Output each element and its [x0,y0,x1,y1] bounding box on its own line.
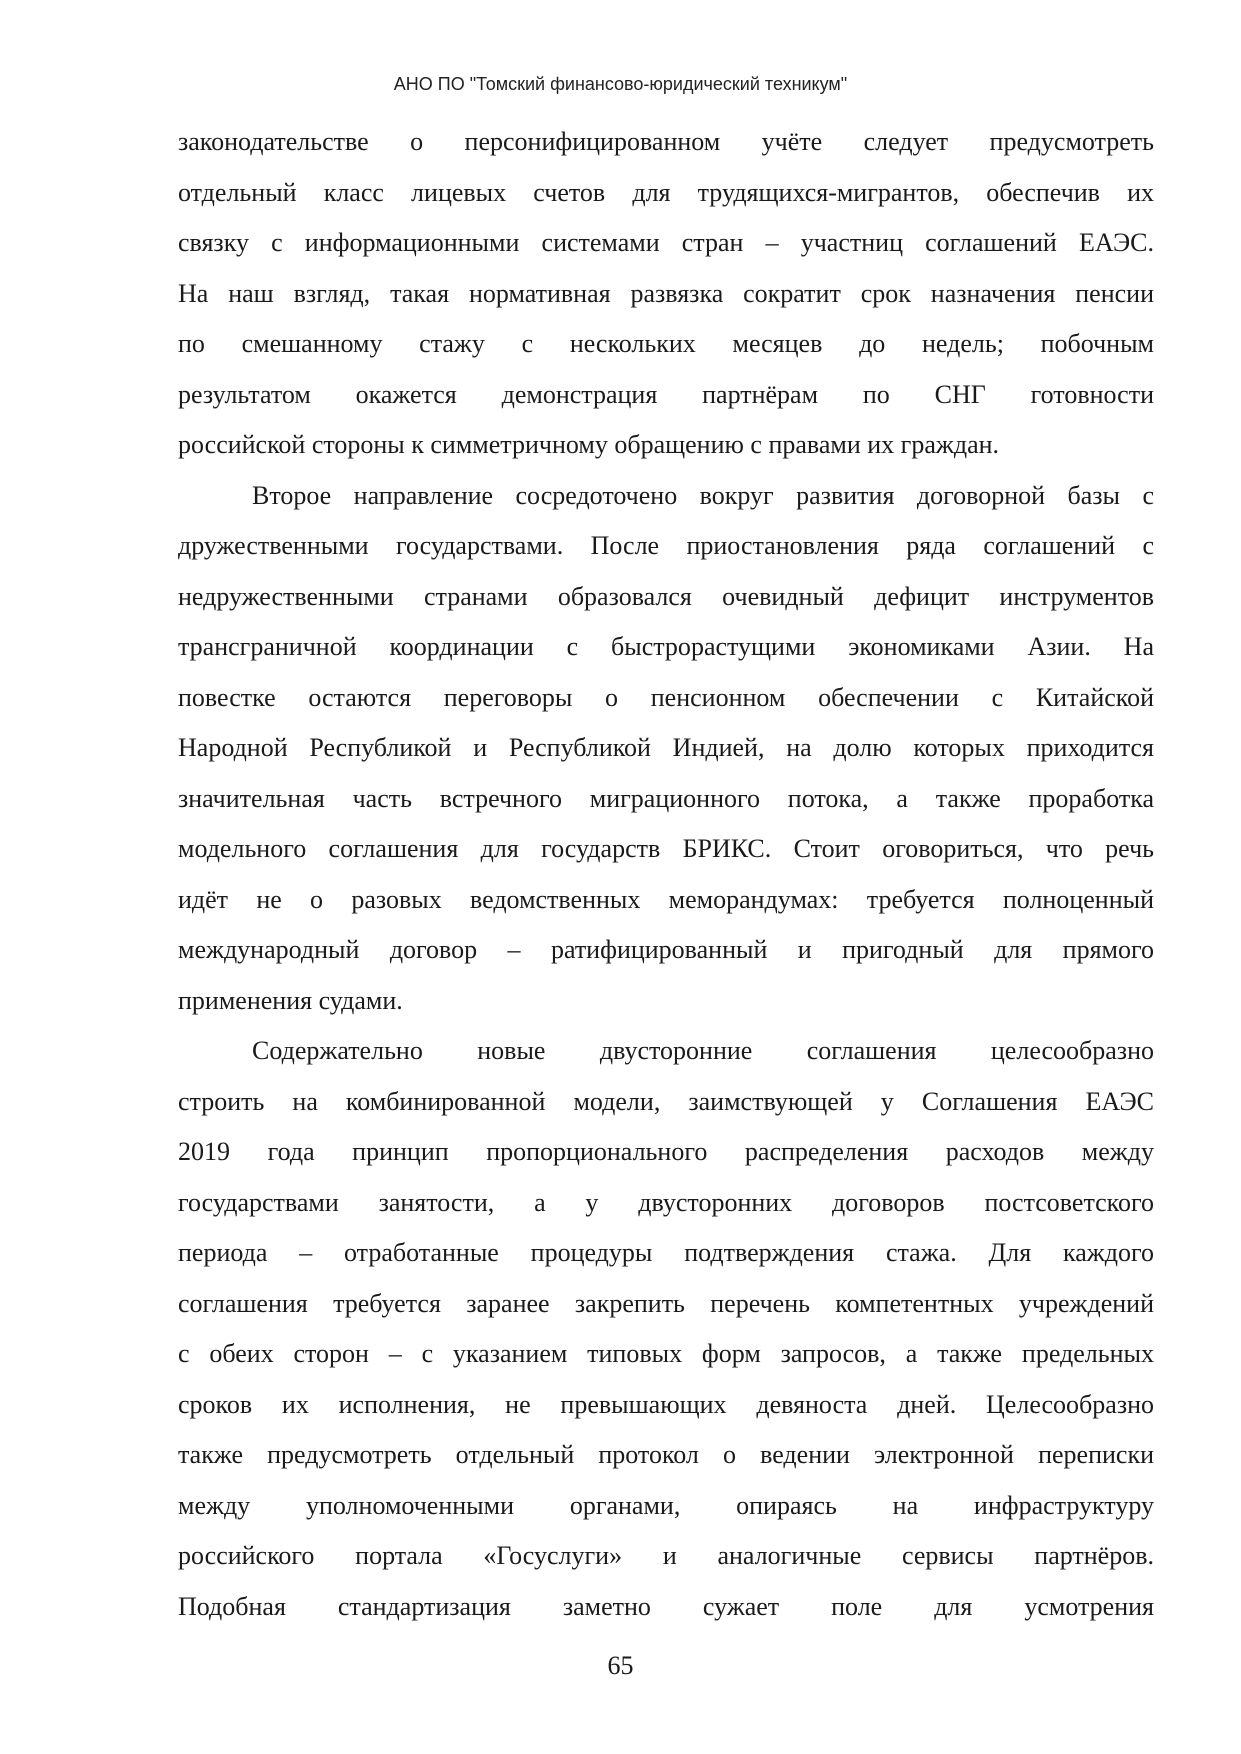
text-line: Народной Республикой и Республикой Индией, на долю которых приходится [178,733,1154,762]
text-line: государствами занятости, а у двусторонних договоров постсоветского [178,1187,1154,1217]
text-line: международный договор – ратифицированный и пригодный для прямого [178,935,1154,964]
text-line: трансграничной координации с быстрорастущими экономиками Азии. На [178,632,1154,661]
text-line: повестке остаются переговоры о пенсионном обеспечении с Китайской [178,682,1154,712]
text-line: применения судами. [178,985,403,1015]
text-line: по смешанному стажу с нескольких месяцев до недель; побочным [178,329,1154,358]
text-line: периода – отработанные процедуры подтверждения стажа. Для каждого [178,1238,1154,1267]
running-header: АНО ПО "Томский финансово-юридический техникум" [393,74,848,94]
body-text [178,117,1154,1632]
text-line: идёт не о разовых ведомственных меморандумах: требуется полноценный [178,884,1154,914]
text-line: сроков их исполнения, не превышающих девяноста дней. Целесообразно [178,1389,1154,1419]
text-line: Содержательно новые двусторонние соглашения целесообразно [252,1036,1154,1065]
text-line: также предусмотреть отдельный протокол о ведении электронной переписки [178,1440,1154,1469]
text-line: отдельный класс лицевых счетов для трудящихся-мигрантов, обеспечив их [178,177,1154,207]
text-line: дружественными государствами. После приостановления ряда соглашений с [178,531,1154,560]
text-line: недружественными странами образовался очевидный дефицит инструментов [178,581,1154,611]
text-line: российской стороны к симметричному обращению с правами их граждан. [178,430,1000,459]
text-line: строить на комбинированной модели, заимствующей у Соглашения ЕАЭС [178,1086,1154,1116]
text-line: Подобная стандартизация заметно сужает поле для усмотрения [178,1591,1154,1621]
text-line: Второе направление сосредоточено вокруг развития договорной базы с [252,480,1154,510]
text-line: соглашения требуется заранее закрепить перечень компетентных учреждений [178,1288,1154,1318]
text-line: результатом окажется демонстрация партнёрам по СНГ готовности [178,379,1154,409]
text-line: между уполномоченными органами, опираясь на инфраструктуру [178,1490,1154,1520]
text-line: 2019 года принцип пропорционального распределения расходов между [178,1137,1154,1166]
text-line: российского портала «Госуслуги» и аналогичные сервисы партнёров. [178,1541,1154,1570]
page-number: 65 [607,1651,634,1680]
text-line: модельного соглашения для государств БРИКС. Стоит оговориться, что речь [178,834,1154,863]
text-line: На наш взгляд, такая нормативная развязка сократит срок назначения пенсии [178,278,1154,308]
text-line: с обеих сторон – с указанием типовых форм запросов, а также предельных [178,1339,1154,1368]
text-line: значительная часть встречного миграционного потока, а также проработка [178,783,1154,813]
text-line: законодательстве о персонифицированном учёте следует предусмотреть [178,127,1154,156]
text-line: связку с информационными системами стран – участниц соглашений ЕАЭС. [178,228,1154,257]
